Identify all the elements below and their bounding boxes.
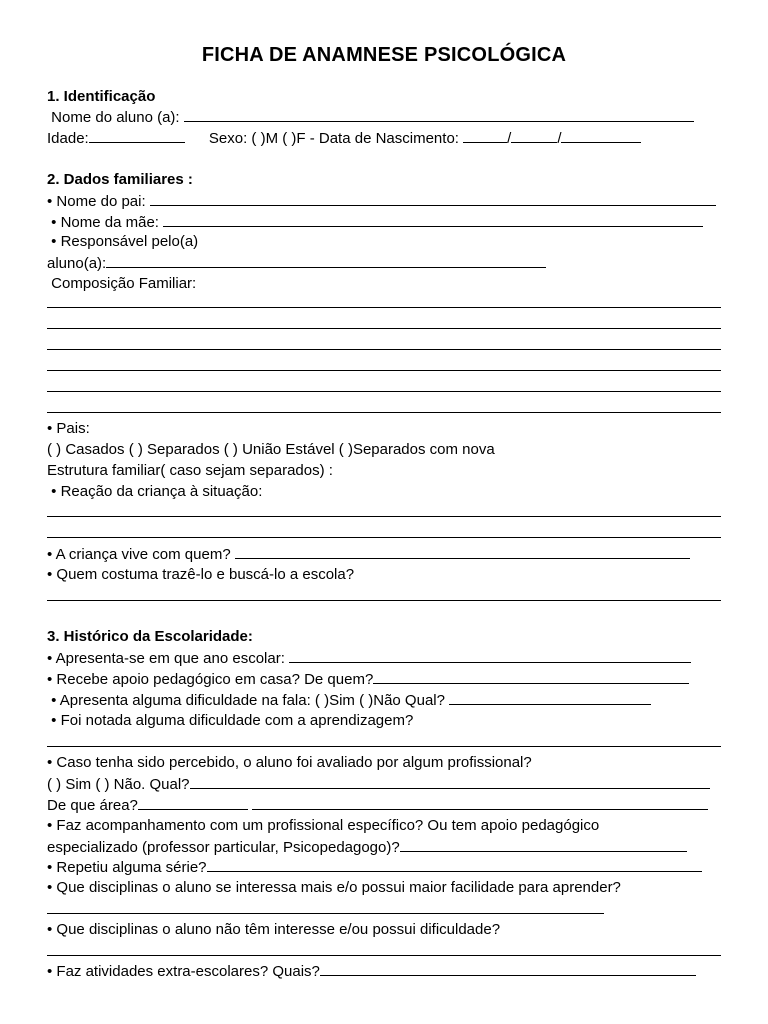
acompanhamento-field[interactable]: [400, 836, 687, 852]
simnao-row: [47, 773, 721, 794]
section-identificacao-heading: 1. Identificação: [47, 88, 156, 105]
simnao-label[interactable]: ( ) Sim ( ) Não. Qual?: [47, 776, 190, 793]
nome-mae-field[interactable]: [163, 211, 703, 227]
idade-sexo-row: [47, 127, 721, 148]
vive-field[interactable]: [235, 543, 690, 559]
composicao-line-5[interactable]: [47, 391, 721, 392]
responsavel-field[interactable]: [106, 252, 546, 268]
interessa-line[interactable]: [47, 913, 604, 914]
idade-label: Idade:: [47, 130, 89, 147]
interessa-label: • Que disciplinas o aluno se interessa mais e/o possui maior facilidade para aprender?: [47, 879, 621, 896]
fala-label: • Apresenta alguma dificuldade na fala: ( )Sim ( )Não Qual?: [51, 692, 445, 709]
responsavel-row: [47, 231, 721, 252]
aprendizagem-row: [47, 710, 721, 731]
composicao-line-1[interactable]: [47, 307, 721, 308]
composicao-row: [47, 273, 721, 294]
reacao-line-1[interactable]: [47, 516, 721, 517]
area-field-2[interactable]: [252, 794, 708, 810]
extra-field[interactable]: [320, 960, 696, 976]
date-separator: /: [507, 130, 512, 147]
vive-row: [47, 543, 721, 564]
page-title: FICHA DE ANAMNESE PSICOLÓGICA: [201, 44, 567, 66]
nome-pai-row: [47, 190, 721, 211]
extra-label: • Faz atividades extra-escolares? Quais?: [47, 963, 320, 980]
composicao-line-2[interactable]: [47, 328, 721, 329]
reacao-line-2[interactable]: [47, 537, 721, 538]
acompanhamento-label-2: especializado (professor particular, Psicopedagogo)?: [47, 839, 400, 856]
nao-interesse-line[interactable]: [47, 955, 721, 956]
idade-field[interactable]: [89, 127, 185, 143]
ano-row: [47, 647, 721, 668]
traz-label: • Quem costuma trazê-lo e buscá-lo a escola?: [47, 566, 355, 583]
ano-field[interactable]: [289, 647, 691, 663]
nascimento-ano-field[interactable]: [561, 127, 641, 143]
nome-pai-field[interactable]: [150, 190, 716, 206]
acompanhamento-row: [47, 836, 721, 857]
responsavel-label: • Responsável pelo(a): [51, 233, 199, 250]
nome-mae-row: [47, 211, 721, 232]
area-label: De que área?: [47, 797, 138, 814]
avaliado-label: • Caso tenha sido percebido, o aluno foi avaliado por algum profissional?: [47, 754, 532, 771]
fala-row: [47, 689, 721, 710]
traz-line[interactable]: [47, 600, 721, 601]
responsavel-aluno-label: aluno(a):: [47, 255, 107, 272]
composicao-line-4[interactable]: [47, 370, 721, 371]
serie-field[interactable]: [207, 856, 702, 872]
aprendizagem-line[interactable]: [47, 746, 721, 747]
apoio-label: • Recebe apoio pedagógico em casa? De quem?: [47, 671, 374, 688]
ano-label: • Apresenta-se em que ano escolar:: [47, 650, 285, 667]
nascimento-dia-field[interactable]: [463, 127, 507, 143]
reacao-row: [47, 481, 721, 502]
date-separator: /: [557, 130, 562, 147]
serie-row: [47, 856, 721, 877]
reacao-label: • Reação da criança à situação:: [51, 483, 263, 500]
composicao-label: Composição Familiar:: [51, 275, 197, 292]
composicao-line-6[interactable]: [47, 412, 721, 413]
pais-label: • Pais:: [47, 420, 90, 437]
estrutura-label: Estrutura familiar( caso sejam separados) :: [47, 462, 333, 479]
fala-field[interactable]: [449, 689, 651, 705]
nome-aluno-field[interactable]: [184, 106, 694, 122]
extra-row: [47, 960, 721, 981]
nome-mae-label: • Nome da mãe:: [51, 214, 159, 231]
section-escolaridade-heading: 3. Histórico da Escolaridade:: [47, 628, 253, 645]
qual-profissional-field[interactable]: [190, 773, 710, 789]
composicao-line-3[interactable]: [47, 349, 721, 350]
nome-pai-label: • Nome do pai:: [47, 193, 146, 210]
nome-aluno-label: Nome do aluno (a):: [51, 109, 180, 126]
vive-label: • A criança vive com quem?: [47, 546, 231, 563]
responsavel-aluno-row: [47, 252, 721, 273]
nao-interesse-label: • Que disciplinas o aluno não têm interesse e/ou possui dificuldade?: [47, 921, 501, 938]
sexo-nascimento-label: Sexo: ( )M ( )F - Data de Nascimento:: [208, 130, 459, 147]
serie-label: • Repetiu alguma série?: [47, 859, 207, 876]
nascimento-mes-field[interactable]: [511, 127, 557, 143]
acompanhamento-line-1: • Faz acompanhamento com um profissional específico? Ou tem apoio pedagógico: [47, 817, 600, 834]
nome-aluno-row: [47, 106, 721, 127]
section-dados-familiares-heading: 2. Dados familiares :: [47, 171, 193, 188]
apoio-field[interactable]: [373, 668, 689, 684]
area-row: [47, 794, 721, 815]
aprendizagem-label: • Foi notada alguma dificuldade com a aprendizagem?: [51, 712, 414, 729]
apoio-row: [47, 668, 721, 689]
area-field[interactable]: [138, 794, 248, 810]
pais-options[interactable]: ( ) Casados ( ) Separados ( ) União Estável ( )Separados com nova: [47, 441, 495, 458]
